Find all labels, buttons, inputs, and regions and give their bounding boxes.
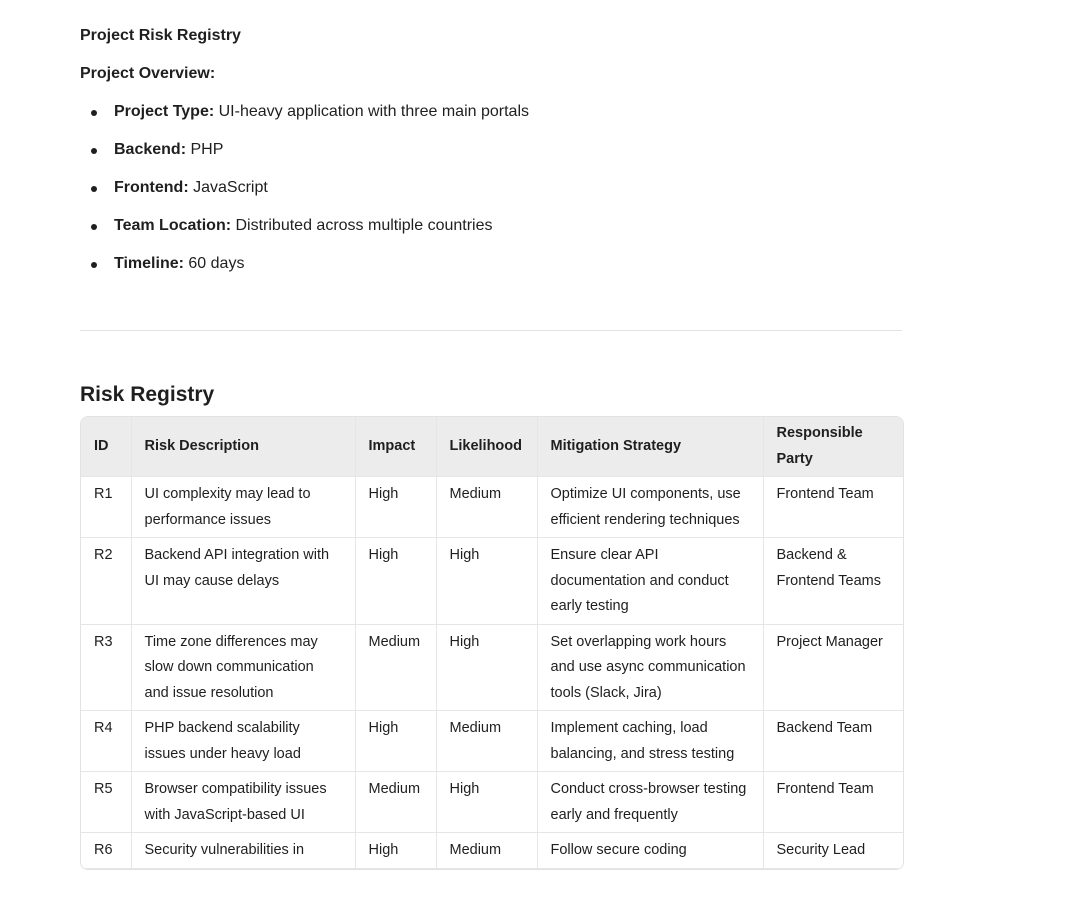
cell-id: R1 bbox=[81, 477, 131, 538]
document-title: Project Risk Registry bbox=[80, 27, 241, 44]
bullet-icon bbox=[91, 262, 97, 268]
cell-impact: High bbox=[355, 833, 436, 869]
cell-id: R6 bbox=[81, 833, 131, 869]
column-header-impact: Impact bbox=[355, 417, 436, 477]
cell-responsible: Frontend Team bbox=[763, 772, 903, 833]
bullet-icon bbox=[91, 224, 97, 230]
section-heading: Risk Registry bbox=[80, 383, 215, 406]
overview-key: Timeline: bbox=[114, 255, 184, 272]
table-body bbox=[81, 477, 903, 869]
overview-heading: Project Overview: bbox=[80, 65, 216, 82]
overview-key: Team Location: bbox=[114, 217, 232, 234]
overview-value: JavaScript bbox=[188, 179, 268, 196]
risk-table-container bbox=[80, 416, 904, 870]
cell-id: R4 bbox=[81, 711, 131, 772]
cell-responsible: Backend Team bbox=[763, 711, 903, 772]
cell-mitigation: Set overlapping work hours and use async communication tools (Slack, Jira) bbox=[537, 624, 763, 711]
table-row bbox=[81, 833, 903, 869]
cell-mitigation: Ensure clear API documentation and conduct early testing bbox=[537, 538, 763, 625]
cell-likelihood: Medium bbox=[436, 711, 537, 772]
cell-mitigation: Implement caching, load balancing, and stress testing bbox=[537, 711, 763, 772]
list-item bbox=[80, 252, 529, 290]
risk-table bbox=[81, 417, 903, 869]
overview-value: 60 days bbox=[183, 255, 245, 272]
cell-responsible: Backend & Frontend Teams bbox=[763, 538, 903, 625]
section-divider bbox=[80, 330, 902, 331]
column-header-id: ID bbox=[81, 417, 131, 477]
bottom-fade-overlay bbox=[0, 882, 1080, 918]
cell-impact: High bbox=[355, 711, 436, 772]
cell-description: UI complexity may lead to performance issues bbox=[131, 477, 355, 538]
cell-likelihood: High bbox=[436, 538, 537, 625]
overview-key: Backend: bbox=[114, 141, 187, 158]
bullet-icon bbox=[91, 186, 97, 192]
column-header-responsible: Responsible Party bbox=[763, 417, 903, 477]
list-item bbox=[80, 176, 529, 214]
cell-description: Security vulnerabilities in bbox=[131, 833, 355, 869]
cell-likelihood: High bbox=[436, 624, 537, 711]
overview-key: Project Type: bbox=[114, 103, 215, 120]
cell-likelihood: Medium bbox=[436, 477, 537, 538]
cell-impact: High bbox=[355, 477, 436, 538]
table-row bbox=[81, 477, 903, 538]
column-header-description: Risk Description bbox=[131, 417, 355, 477]
table-row bbox=[81, 711, 903, 772]
cell-id: R2 bbox=[81, 538, 131, 625]
list-item bbox=[80, 138, 529, 176]
overview-list bbox=[80, 100, 529, 290]
overview-key: Frontend: bbox=[114, 179, 189, 196]
overview-value: Distributed across multiple countries bbox=[231, 217, 493, 234]
cell-likelihood: High bbox=[436, 772, 537, 833]
cell-responsible: Frontend Team bbox=[763, 477, 903, 538]
cell-description: Time zone differences may slow down communication and issue resolution bbox=[131, 624, 355, 711]
table-row bbox=[81, 624, 903, 711]
overview-value: UI-heavy application with three main portals bbox=[214, 103, 529, 120]
cell-responsible: Project Manager bbox=[763, 624, 903, 711]
table-header bbox=[81, 417, 903, 477]
cell-mitigation: Conduct cross-browser testing early and frequently bbox=[537, 772, 763, 833]
table-header-row bbox=[81, 417, 903, 477]
cell-likelihood: Medium bbox=[436, 833, 537, 869]
bullet-icon bbox=[91, 148, 97, 154]
cell-responsible: Security Lead bbox=[763, 833, 903, 869]
table-row bbox=[81, 538, 903, 625]
table-row bbox=[81, 772, 903, 833]
column-header-mitigation: Mitigation Strategy bbox=[537, 417, 763, 477]
cell-id: R3 bbox=[81, 624, 131, 711]
cell-mitigation: Follow secure coding bbox=[537, 833, 763, 869]
cell-impact: Medium bbox=[355, 624, 436, 711]
cell-description: PHP backend scalability issues under heavy load bbox=[131, 711, 355, 772]
cell-id: R5 bbox=[81, 772, 131, 833]
list-item bbox=[80, 214, 529, 252]
cell-description: Backend API integration with UI may cause delays bbox=[131, 538, 355, 625]
cell-impact: High bbox=[355, 538, 436, 625]
cell-mitigation: Optimize UI components, use efficient rendering techniques bbox=[537, 477, 763, 538]
overview-value: PHP bbox=[186, 141, 224, 158]
column-header-likelihood: Likelihood bbox=[436, 417, 537, 477]
list-item bbox=[80, 100, 529, 138]
bullet-icon bbox=[91, 110, 97, 116]
cell-description: Browser compatibility issues with JavaScript-based UI bbox=[131, 772, 355, 833]
cell-impact: Medium bbox=[355, 772, 436, 833]
